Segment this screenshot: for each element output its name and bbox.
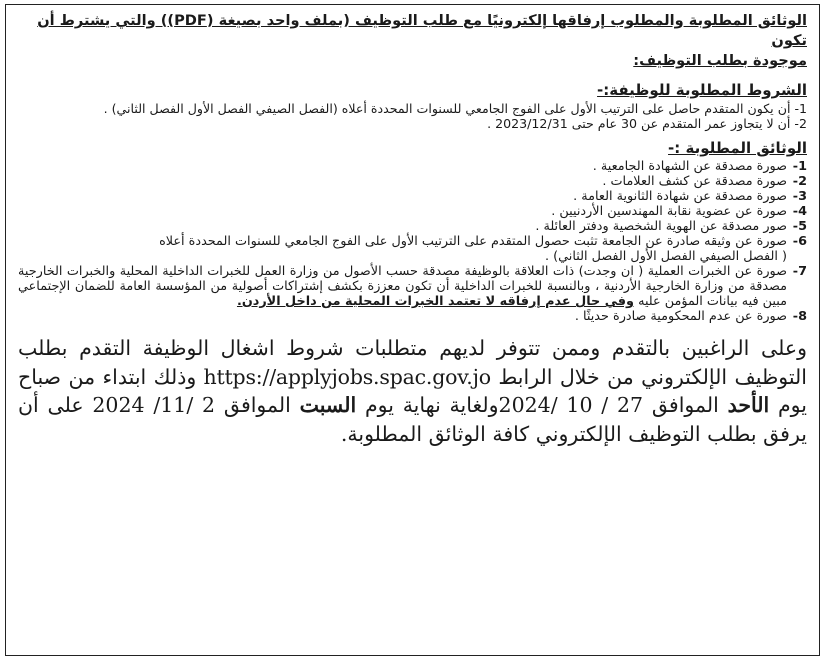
document-item (18, 174, 807, 189)
item-text (18, 264, 787, 309)
condition-item: 2- أن لا يتجاوز عمر المتقدم عن 30 عام حتى 2023/12/31 . (487, 116, 807, 131)
document-item (18, 189, 807, 204)
end-day: السبت (299, 393, 357, 417)
condition-item: 1- أن يكون المتقدم حاصل على الترتيب الأول على الفوج الجامعي للسنوات المحددة أعلاه (الفصل الصيفي الفصل الأول الفصل الثاني) . (103, 101, 807, 116)
item-text (18, 234, 787, 264)
item-number: 6- (792, 234, 807, 249)
document-item (18, 234, 807, 264)
document-item (18, 219, 807, 234)
conditions-list (18, 101, 807, 131)
item-text: صور مصدقة عن الهوية الشخصية ودفتر العائلة . (535, 219, 787, 234)
item-number: 3- (792, 189, 807, 204)
item-number: 8- (792, 309, 807, 324)
item-text: صورة مصدقة عن الشهادة الجامعية . (592, 159, 787, 174)
closing-part-3: الموافق 27 / 10 /2024ولغاية نهاية يوم (364, 393, 719, 417)
closing-part-4: الموافق 2 /11/ 2024 على أن يرفق بطلب التوظيف الإلكتروني كافة الوثائق المطلوبة. (18, 393, 807, 446)
application-link[interactable]: https://applyjobs.spac.gov.jo (203, 364, 491, 389)
item-number: 5- (792, 219, 807, 234)
item-text: صورة مصدقة عن كشف العلامات . (602, 174, 787, 189)
document-item (18, 309, 807, 324)
intro-block (18, 11, 807, 71)
item-text-main: صورة عن الخبرات العملية ( ان وجدت) ذات العلاقة بالوظيفة مصدقة حسب الأصول من وزارة العمل للخبرات الداخلية المحلية والخبرات الخارجية مصدقة من وزارة الخارجية الأردنية ، وبالنسبة للخبرات الداخلية أن تكون معززة بكشف إشتراكات أصولية من المؤسسة العامة للضمان الإجتماعي مبين فيه بيانات المؤمن عليه (18, 264, 787, 309)
item-text-emphasis: وفي حال عدم إرفاقه لا تعتمد الخبرات المحلية من داخل الأردن. (236, 294, 634, 309)
intro-line-1: الوثائق المطلوبة والمطلوب إرفاقها إلكترونيًا مع طلب التوظيف (بملف واحد بصيغة (PDF)) والتي يشترط أن تكون (37, 12, 807, 49)
item-text-continued: ( الفصل الصيفي الفصل الأول الفصل الثاني) . (544, 249, 787, 264)
item-text: صورة عن عضوية نقابة المهندسين الأردنيين . (551, 204, 787, 219)
item-number: 4- (792, 204, 807, 219)
document-item (18, 264, 807, 309)
document-item (18, 159, 807, 174)
documents-section (18, 137, 807, 324)
item-text-main: صورة عن وثيقه صادرة عن الجامعة تثبت حصول المتقدم على الترتيب الأول على الفوج الجامعي للسنوات المحددة أعلاه (159, 234, 787, 249)
item-number: 2- (792, 174, 807, 189)
conditions-title: الشروط المطلوبة للوظيفة:- (597, 81, 807, 99)
item-number: 1- (792, 159, 807, 174)
documents-title: الوثائق المطلوبة :- (668, 139, 807, 157)
documents-list (18, 159, 807, 324)
closing-paragraph (18, 334, 807, 448)
item-text: صورة مصدقة عن شهادة الثانوية العامة . (573, 189, 787, 204)
item-text: صورة عن عدم المحكومية صادرة حديثًا . (574, 309, 787, 324)
document-item (18, 204, 807, 219)
intro-line-2: موجودة بطلب التوظيف: (633, 52, 807, 69)
conditions-section (18, 79, 807, 131)
start-day: الأحد (727, 393, 770, 417)
document-page (5, 4, 820, 656)
closing-part-1: وعلى الراغبين بالتقدم وممن تتوفر لديهم متطلبات شروط اشغال الوظيفة التقدم بطلب التوظيف الإلكتروني من خلال الرابط (18, 336, 807, 389)
closing-part-2: وذلك ابتداء من صباح يوم (18, 364, 807, 417)
item-number: 7- (792, 264, 807, 279)
